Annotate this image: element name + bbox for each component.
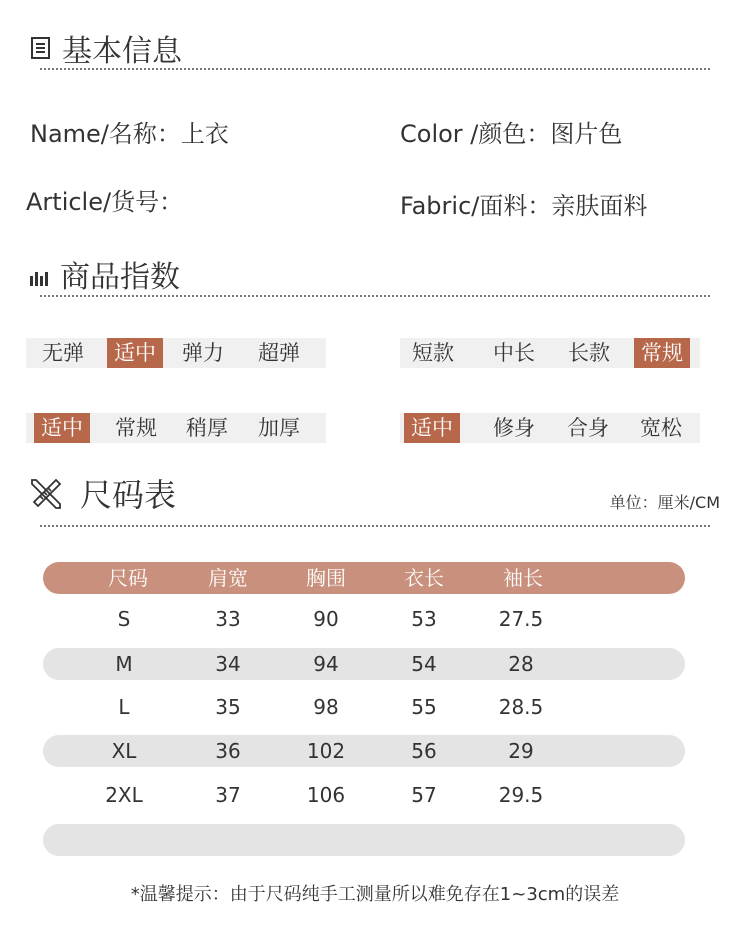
table-cell: 54: [411, 652, 437, 676]
info-fabric: Fabric/面料：亲肤面料: [400, 192, 648, 220]
length-option: 长款: [568, 341, 610, 365]
table-row: [43, 691, 685, 723]
table-row: [43, 779, 685, 811]
thickness-option-selected: 适中: [34, 413, 90, 443]
table-row: [43, 735, 685, 767]
table-cell: 102: [306, 739, 346, 763]
header-cell: 胸围: [306, 566, 346, 590]
table-cell: 57: [411, 783, 437, 807]
divider: [40, 525, 710, 527]
table-cell: 56: [411, 739, 437, 763]
length-option: 中长: [493, 341, 535, 365]
thickness-option: 稍厚: [186, 416, 228, 440]
index-heading: [30, 252, 180, 296]
elasticity-option-selected: 适中: [107, 338, 163, 368]
fit-option: 修身: [493, 416, 535, 440]
header-cell: 肩宽: [208, 566, 248, 590]
table-row: [43, 603, 685, 635]
basic-info-heading: [30, 26, 182, 70]
table-cell: 94: [313, 652, 339, 676]
thickness-option: 加厚: [258, 416, 300, 440]
table-cell: 37: [215, 783, 241, 807]
header-cell: 衣长: [404, 566, 444, 590]
elasticity-option: 弹力: [182, 341, 224, 365]
table-cell: 90: [313, 607, 339, 631]
length-option-selected: 常规: [634, 338, 690, 368]
table-cell: 53: [411, 607, 437, 631]
elasticity-option: 无弹: [42, 341, 84, 365]
fit-row: [400, 413, 700, 443]
document-icon: [30, 36, 52, 60]
size-title: 尺码表: [80, 476, 177, 514]
header-cell: 袖长: [503, 566, 543, 590]
divider: [40, 295, 710, 297]
fit-option-selected: 适中: [404, 413, 460, 443]
size-table-header: [43, 562, 685, 594]
size-heading: [30, 470, 176, 516]
table-cell: 2XL: [105, 783, 143, 807]
bar-chart-icon: [30, 268, 50, 286]
table-row-stripe: [43, 824, 685, 856]
info-article: Article/货号：: [26, 188, 184, 216]
table-cell: 29.5: [498, 783, 544, 807]
index-title: 商品指数: [60, 260, 180, 295]
elasticity-row: [26, 338, 326, 368]
table-cell: 36: [215, 739, 241, 763]
table-cell: 55: [411, 695, 437, 719]
table-cell: 29: [508, 739, 534, 763]
table-cell: 27.5: [498, 607, 544, 631]
table-cell: 106: [306, 783, 346, 807]
info-color: Color /颜色：图片色: [400, 120, 623, 148]
fit-option: 宽松: [640, 416, 682, 440]
length-row: [400, 338, 700, 368]
fit-option: 合身: [567, 416, 609, 440]
table-cell: 28.5: [498, 695, 544, 719]
table-cell: S: [117, 607, 131, 631]
table-cell: 34: [215, 652, 241, 676]
table-cell: 33: [215, 607, 241, 631]
length-option: 短款: [412, 341, 454, 365]
header-cell: 尺码: [108, 566, 148, 590]
thickness-option: 常规: [115, 416, 157, 440]
basic-info-title: 基本信息: [62, 34, 182, 69]
elasticity-option: 超弹: [258, 341, 300, 365]
ruler-pencil-icon: [30, 476, 64, 510]
info-name: Name/名称：上衣: [30, 120, 229, 148]
table-cell: M: [115, 652, 133, 676]
divider: [40, 68, 710, 70]
table-row: [43, 648, 685, 680]
table-cell: 35: [215, 695, 241, 719]
table-cell: XL: [111, 739, 137, 763]
table-cell: 28: [508, 652, 534, 676]
unit-label: 单位：厘米/CM: [609, 493, 720, 512]
disclaimer-note: *温馨提示：由于尺码纯手工测量所以难免存在1~3cm的误差: [130, 884, 620, 905]
table-cell: L: [118, 695, 130, 719]
thickness-row: [26, 413, 326, 443]
table-cell: 98: [313, 695, 339, 719]
